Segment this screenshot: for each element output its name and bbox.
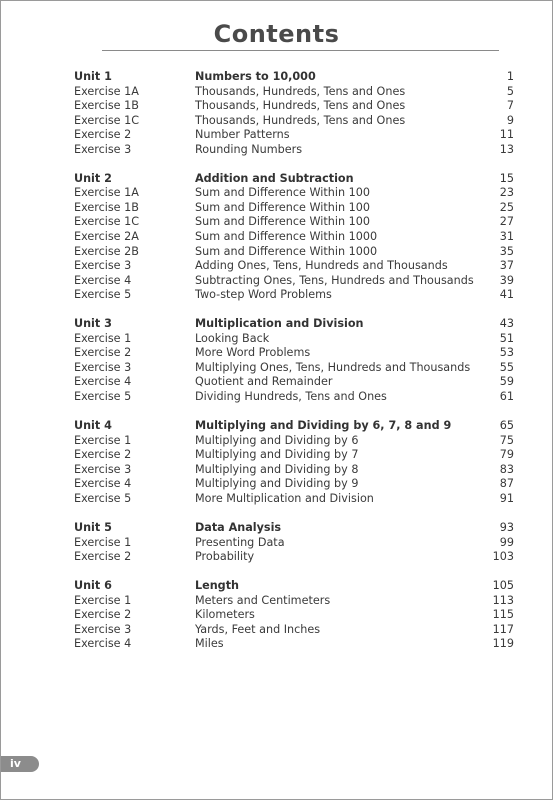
entry-label: Exercise 1B — [74, 200, 139, 214]
entry-page-number: 65 — [499, 419, 514, 433]
entry-label: Exercise 2 — [74, 128, 132, 142]
entry-page-number: 7 — [506, 99, 514, 113]
section-spacer — [74, 565, 514, 580]
entry-label: Exercise 5 — [74, 390, 132, 404]
toc-exercise-row[interactable] — [74, 143, 514, 158]
entry-title: Yards, Feet and Inches — [195, 622, 321, 636]
entry-label: Unit 1 — [74, 70, 112, 83]
entry-page-number: 43 — [499, 317, 514, 331]
entry-label: Exercise 4 — [74, 375, 132, 389]
toc-exercise-row[interactable] — [74, 375, 514, 390]
entry-page-number: 9 — [506, 113, 514, 127]
entry-title: Rounding Numbers — [195, 142, 303, 156]
entry-title: Presenting Data — [195, 535, 285, 549]
toc-exercise-row[interactable] — [74, 186, 514, 201]
entry-page-number: 13 — [499, 142, 514, 156]
toc-exercise-row[interactable] — [74, 361, 514, 376]
toc-unit-row[interactable] — [74, 172, 514, 187]
entry-label: Exercise 1 — [74, 433, 132, 447]
entry-label: Exercise 5 — [74, 491, 132, 505]
toc-exercise-row[interactable] — [74, 594, 514, 609]
entry-page-number: 105 — [492, 579, 514, 593]
entry-title: Meters and Centimeters — [195, 593, 331, 607]
entry-label: Exercise 3 — [74, 462, 132, 476]
entry-title: Kilometers — [195, 608, 255, 622]
entry-page-number: 51 — [499, 331, 514, 345]
entry-label: Unit 6 — [74, 579, 112, 593]
entry-title: Data Analysis — [195, 520, 282, 534]
entry-label: Exercise 3 — [74, 622, 132, 636]
toc-exercise-row[interactable] — [74, 215, 514, 230]
entry-title: Multiplying and Dividing by 8 — [195, 462, 359, 476]
entry-label: Exercise 2 — [74, 448, 132, 462]
entry-title: Subtracting Ones, Tens, Hundreds and Thousands — [195, 273, 474, 287]
entry-label: Exercise 1 — [74, 593, 132, 607]
entry-page-number: 35 — [499, 244, 514, 258]
entry-label: Exercise 1A — [74, 84, 139, 98]
toc-exercise-row[interactable] — [74, 332, 514, 347]
entry-title: Sum and Difference Within 100 — [195, 200, 370, 214]
entry-title: Quotient and Remainder — [195, 375, 333, 389]
entry-label: Exercise 4 — [74, 637, 132, 651]
entry-title: Sum and Difference Within 1000 — [195, 230, 378, 244]
entry-title: Two-step Word Problems — [195, 288, 332, 302]
toc-exercise-row[interactable] — [74, 346, 514, 361]
entry-title: Number Patterns — [195, 128, 290, 142]
entry-title: Sum and Difference Within 100 — [195, 215, 370, 229]
entry-label: Exercise 1C — [74, 215, 140, 229]
entry-label: Exercise 2 — [74, 550, 132, 564]
entry-title: Adding Ones, Tens, Hundreds and Thousands — [195, 259, 448, 273]
toc-exercise-row[interactable] — [74, 99, 514, 114]
toc-exercise-row[interactable] — [74, 85, 514, 100]
entry-label: Exercise 1A — [74, 186, 139, 200]
entry-title: Multiplying and Dividing by 6 — [195, 433, 359, 447]
entry-label: Unit 3 — [74, 317, 112, 331]
entry-label: Exercise 1 — [74, 331, 132, 345]
entry-label: Exercise 4 — [74, 273, 132, 287]
entry-title: Multiplying and Dividing by 7 — [195, 448, 359, 462]
section-spacer — [74, 303, 514, 318]
table-of-contents — [74, 70, 514, 652]
entry-label: Exercise 3 — [74, 142, 132, 156]
entry-title: Thousands, Hundreds, Tens and Ones — [195, 84, 406, 98]
title-divider — [102, 50, 499, 51]
toc-exercise-row[interactable] — [74, 114, 514, 129]
entry-title: Multiplying Ones, Tens, Hundreds and Thousands — [195, 360, 471, 374]
page-number-label: iv — [10, 757, 21, 770]
entry-page-number: 27 — [499, 215, 514, 229]
entry-label: Unit 5 — [74, 520, 112, 534]
entry-page-number: 11 — [499, 128, 514, 142]
entry-title: Thousands, Hundreds, Tens and Ones — [195, 99, 406, 113]
entry-title: More Word Problems — [195, 346, 311, 360]
toc-exercise-row[interactable] — [74, 550, 514, 565]
entry-page-number: 119 — [492, 637, 514, 651]
entry-label: Exercise 2B — [74, 244, 139, 258]
entry-title: Miles — [195, 637, 224, 651]
entry-page-number: 75 — [499, 433, 514, 447]
entry-page-number: 55 — [499, 360, 514, 374]
toc-unit-row[interactable] — [74, 70, 514, 85]
entry-page-number: 41 — [499, 288, 514, 302]
entry-title: Thousands, Hundreds, Tens and Ones — [195, 113, 406, 127]
entry-page-number: 103 — [492, 550, 514, 564]
entry-label: Exercise 1B — [74, 99, 139, 113]
entry-label: Exercise 1 — [74, 535, 132, 549]
toc-unit-row[interactable] — [74, 579, 514, 594]
toc-unit-row[interactable] — [74, 419, 514, 434]
entry-title: Multiplying and Dividing by 6, 7, 8 and 9 — [195, 419, 452, 433]
toc-exercise-row[interactable] — [74, 448, 514, 463]
entry-label: Exercise 4 — [74, 477, 132, 491]
toc-exercise-row[interactable] — [74, 259, 514, 274]
toc-exercise-row[interactable] — [74, 623, 514, 638]
entry-title: Probability — [195, 550, 255, 564]
entry-title: Sum and Difference Within 1000 — [195, 244, 378, 258]
toc-exercise-row[interactable] — [74, 463, 514, 478]
entry-page-number: 79 — [499, 448, 514, 462]
entry-title: Multiplication and Division — [195, 317, 364, 331]
page-number-tab — [1, 756, 39, 772]
entry-page-number: 93 — [499, 520, 514, 534]
entry-label: Unit 4 — [74, 419, 112, 433]
entry-title: Dividing Hundreds, Tens and Ones — [195, 390, 387, 404]
section-spacer — [74, 405, 514, 420]
page-title: Contents — [213, 20, 340, 48]
entry-page-number: 87 — [499, 477, 514, 491]
entry-page-number: 39 — [499, 273, 514, 287]
entry-label: Exercise 2A — [74, 230, 139, 244]
entry-page-number: 83 — [499, 462, 514, 476]
entry-title: Length — [195, 579, 240, 593]
entry-page-number: 91 — [499, 491, 514, 505]
toc-exercise-row[interactable] — [74, 477, 514, 492]
entry-page-number: 115 — [492, 608, 514, 622]
toc-exercise-row[interactable] — [74, 201, 514, 216]
entry-page-number: 99 — [499, 535, 514, 549]
entry-title: Multiplying and Dividing by 9 — [195, 477, 359, 491]
entry-page-number: 53 — [499, 346, 514, 360]
toc-exercise-row[interactable] — [74, 390, 514, 405]
entry-page-number: 15 — [499, 171, 514, 185]
entry-page-number: 5 — [506, 84, 514, 98]
toc-exercise-row[interactable] — [74, 128, 514, 143]
entry-page-number: 25 — [499, 200, 514, 214]
entry-label: Exercise 3 — [74, 360, 132, 374]
entry-page-number: 113 — [492, 593, 514, 607]
toc-exercise-row[interactable] — [74, 434, 514, 449]
toc-exercise-row[interactable] — [74, 288, 514, 303]
entry-page-number: 31 — [499, 230, 514, 244]
section-spacer — [74, 506, 514, 521]
toc-exercise-row[interactable] — [74, 492, 514, 507]
toc-exercise-row[interactable] — [74, 230, 514, 245]
entry-label: Exercise 1C — [74, 113, 140, 127]
entry-title: Numbers to 10,000 — [195, 70, 316, 83]
entry-page-number: 59 — [499, 375, 514, 389]
entry-page-number: 37 — [499, 259, 514, 273]
entry-label: Exercise 5 — [74, 288, 132, 302]
toc-exercise-row[interactable] — [74, 608, 514, 623]
toc-exercise-row[interactable] — [74, 637, 514, 652]
entry-page-number: 117 — [492, 622, 514, 636]
toc-unit-row[interactable] — [74, 521, 514, 536]
entry-title: Looking Back — [195, 331, 270, 345]
entry-label: Exercise 3 — [74, 259, 132, 273]
entry-label: Unit 2 — [74, 171, 112, 185]
section-spacer — [74, 157, 514, 172]
entry-page-number: 1 — [506, 70, 514, 83]
entry-title: More Multiplication and Division — [195, 491, 374, 505]
entry-label: Exercise 2 — [74, 346, 132, 360]
entry-title: Addition and Subtraction — [195, 171, 354, 185]
entry-page-number: 23 — [499, 186, 514, 200]
entry-title: Sum and Difference Within 100 — [195, 186, 370, 200]
toc-exercise-row[interactable] — [74, 274, 514, 289]
entry-page-number: 61 — [499, 390, 514, 404]
toc-exercise-row[interactable] — [74, 245, 514, 260]
entry-label: Exercise 2 — [74, 608, 132, 622]
toc-exercise-row[interactable] — [74, 536, 514, 551]
toc-unit-row[interactable] — [74, 317, 514, 332]
